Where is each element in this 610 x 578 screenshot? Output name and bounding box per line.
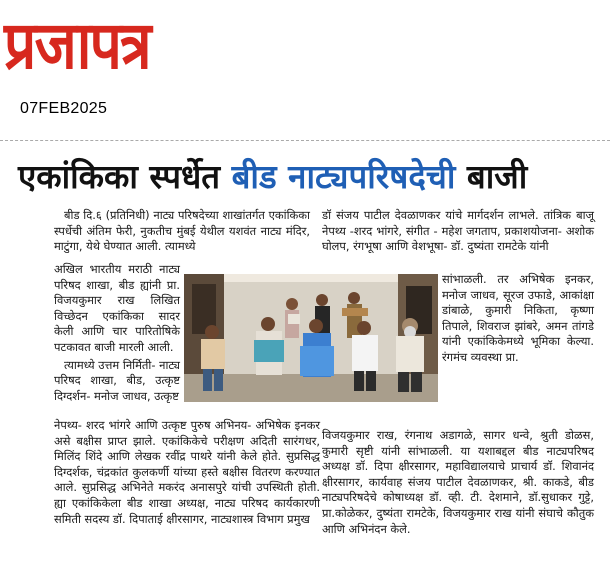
- publication-date: 07FEB2025: [20, 100, 108, 117]
- article-right-beside-photo: [442, 272, 594, 366]
- article-left-top: [54, 208, 310, 255]
- headline-part-1: एकांकिका स्पर्धेत: [18, 157, 232, 196]
- article-paragraph: नेपथ्य- शरद भांगरे आणि उत्कृष्ट पुरुष अभिनय- अभिषेक इनकर असे बक्षीस प्राप्त झाले. एकांकिकेचे परीक्षण अदिती सारंगधर, मिलिंद शिंदे आणि लेखक रवींद्र पाथरे यांनी केले होते. सुप्रसिद्ध दिग्दर्शक, चंद्रकांत कुलकर्णी यांच्या हस्ते बक्षीस वितरण करण्यात आले. सुप्रसिद्ध अभिनेते मकरंद अनासपुरे यांची उपस्थिती होती. ह्या एकांकिकेला बीड शाखा अध्यक्ष, नाट्य परिषद कार्यकारणी समिती सदस्य डॉ. दिपाताई क्षीरसागर, नाट्यशास्त्र विभाग प्रमुख: [54, 418, 320, 526]
- article-paragraph: सांभाळली. तर अभिषेक इनकर, मनोज जाधव, सूरज उफाडे, आकांक्षा डांबाळे, कुमारी निकिता, कृष्णा तिपाले, शिवराज झांबरे, अमन तांगडे यांनी एकांकिकेमध्ये भूमिका केल्या. रंगमंच व्यवस्था प्रा.: [442, 272, 594, 364]
- divider: [0, 140, 610, 141]
- masthead-logo: [4, 2, 304, 90]
- article-left-bottom: [54, 418, 320, 527]
- article-right-bottom: [322, 428, 594, 537]
- headline-highlight: बीड नाट्यपरिषदेची: [231, 157, 456, 196]
- article-left-beside-photo: [54, 262, 180, 404]
- article-paragraph: बीड दि.६ (प्रतिनिधी) नाट्य परिषदेच्या शाखांतर्गत एकांकिका स्पर्धेची अंतिम फेरी, नुकतीच मुंबई येथील यशवंत नाट्य मंदिर, माटुंगा, येथे घेण्यात आली. त्यामध्ये: [54, 208, 310, 254]
- masthead-name: प्रजापत्र: [4, 7, 150, 84]
- headline-part-3: बाजी: [455, 157, 528, 196]
- group-photo-illustration: [184, 274, 438, 402]
- page-edge-mark: [604, 152, 608, 162]
- article-paragraph: अखिल भारतीय मराठी नाट्य परिषद शाखा, बीड ह्यांनी प्रा. विजयकुमार राख लिखित विच्छेदन एकांकिका सादर केली आणि चार पारितोषिके पटकावत बाजी मारली आली.: [54, 262, 180, 354]
- headline: [18, 150, 598, 204]
- article-paragraph: त्यामध्ये उत्तम निर्मिती- नाट्य परिषद शाखा, बीड, उत्कृष्ट दिग्दर्शन- मनोज जाधव, उत्कृष्ट: [54, 357, 180, 403]
- article-right-top: [322, 208, 594, 255]
- article-paragraph: विजयकुमार राख, रंगनाथ अडागळे, सागर धन्वे, श्रुती डोळस, कुमारी सृष्टी यांनी सांभाळली. या यशाबद्दल बीड नाट्यपरिषद अध्यक्ष डॉ. दिपा क्षीरसागर, महाविद्यालयाचे प्राचार्य डॉ. शिवानंद क्षीरसागर, कार्यवाह संजय पाटील देवळाणकर, श्री. काकडे, बीड नाट्यपरिषदेचे कोषाध्यक्ष डॉ. व्ही. टी. देशमाने, डॉ.सुधाकर गुट्टे, प्रा.कोळेकर, दुष्यंता रामटेके, विजयकुमार राख यांनी संघाचे कौतुक आणि अभिनंदन केले.: [322, 428, 594, 536]
- news-photo: [184, 274, 438, 402]
- article-paragraph: डॉ संजय पाटील देवळाणकर यांचे मार्गदर्शन लाभले. तांत्रिक बाजू नेपथ्य -शरद भांगरे, संगीत - महेश जगताप, प्रकाशयोजना- अशोक घोलप, रंगभूषा आणि वेशभूषा- डॉ. दुष्यंता रामटेके यांनी: [322, 208, 594, 254]
